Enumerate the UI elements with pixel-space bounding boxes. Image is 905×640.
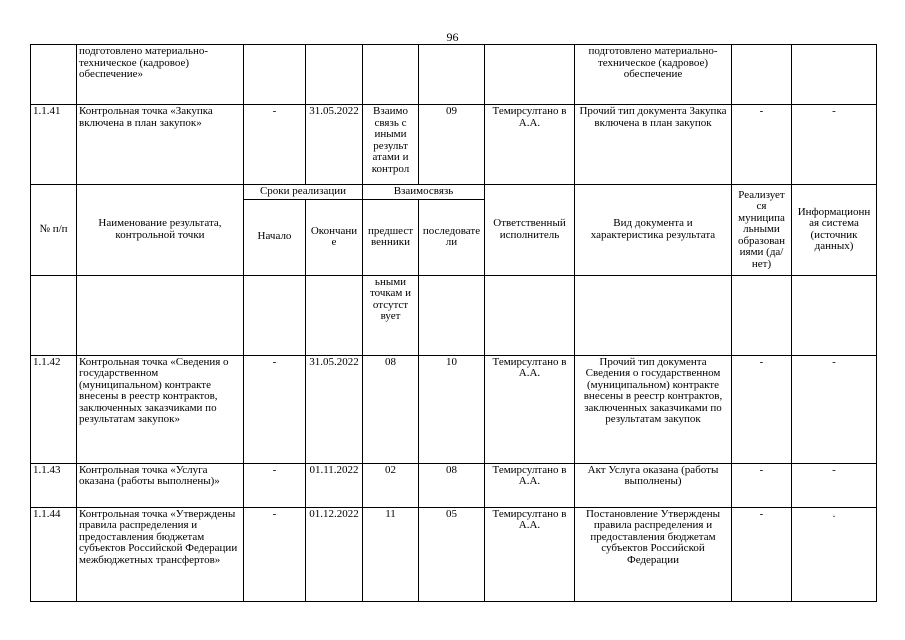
cell-name: подготовлено материально-техническое (кадровое) обеспечение» (77, 45, 244, 105)
cell-predecessors: 11 (363, 507, 419, 601)
cell-num: 1.1.41 (31, 105, 77, 185)
header-name: Наименование результата, контрольной точки (77, 185, 244, 276)
cell-start: - (244, 463, 306, 507)
cell-end: 31.05.2022 (306, 355, 363, 463)
results-table (30, 44, 877, 602)
cell-municipal: - (732, 355, 792, 463)
cell-info: - (792, 463, 877, 507)
cell-successors: 05 (419, 507, 485, 601)
table-header-row-1 (31, 185, 877, 200)
cell-predecessors: 08 (363, 355, 419, 463)
cell-doc: Прочий тип документа Закупка включена в план закупок (575, 105, 732, 185)
cell-start: - (244, 355, 306, 463)
cell-responsible: Темирсултано в А.А. (485, 105, 575, 185)
cell-predecessors: Взаимо связь с иными результ атами и контрол (363, 105, 419, 185)
cell-doc: Прочий тип документа Сведения о государственном (муниципальном) контракте внесены в реестр контрактов, заключенных заказчиками по результатам закупок (575, 355, 732, 463)
header-doc-type: Вид документа и характеристика результата (575, 185, 732, 276)
cell-num: 1.1.43 (31, 463, 77, 507)
cell-successors: 08 (419, 463, 485, 507)
cell-successors: 10 (419, 355, 485, 463)
cell-municipal: - (732, 463, 792, 507)
continued-row-top (31, 45, 877, 105)
cell-name: Контрольная точка «Закупка включена в план закупок» (77, 105, 244, 185)
header-start: Начало (244, 199, 306, 275)
continued-row-mid (31, 275, 877, 355)
header-successors: последовате ли (419, 199, 485, 275)
cell-name: Контрольная точка «Сведения о государственном (муниципальном) контракте внесены в реестр контрактов, заключенных заказчиками по результатам закупок» (77, 355, 244, 463)
header-end: Окончани е (306, 199, 363, 275)
table-row (31, 105, 877, 185)
header-num: № п/п (31, 185, 77, 276)
cell-num (31, 45, 77, 105)
header-municipal: Реализует ся муниципа льными образован иями (да/нет) (732, 185, 792, 276)
cell-responsible: Темирсултано в А.А. (485, 355, 575, 463)
cell-responsible: Темирсултано в А.А. (485, 463, 575, 507)
cell-end: 01.11.2022 (306, 463, 363, 507)
cell-name: Контрольная точка «Утверждены правила распределения и предоставления бюджетам субъектов Российской Федерации межбюджетных трансфертов» (77, 507, 244, 601)
cell-info: - (792, 355, 877, 463)
cell-responsible: Темирсултано в А.А. (485, 507, 575, 601)
cell-municipal: - (732, 105, 792, 185)
cell-start: - (244, 105, 306, 185)
cell-predecessors: ьными точкам и отсутст вует (363, 275, 419, 355)
cell-info: . (792, 507, 877, 601)
cell-end: 01.12.2022 (306, 507, 363, 601)
cell-name: Контрольная точка «Услуга оказана (работы выполнены)» (77, 463, 244, 507)
header-info-system: Информационн ая система (источник данных) (792, 185, 877, 276)
table-row (31, 355, 877, 463)
cell-num: 1.1.42 (31, 355, 77, 463)
header-deadlines: Сроки реализации (244, 185, 363, 200)
table-row (31, 463, 877, 507)
cell-successors: 09 (419, 105, 485, 185)
cell-info: - (792, 105, 877, 185)
header-predecessors: предшест венники (363, 199, 419, 275)
cell-start: - (244, 507, 306, 601)
header-responsible: Ответственный исполнитель (485, 185, 575, 276)
cell-doc: Постановление Утверждены правила распределения и предоставления бюджетам субъектов Российской Федерации (575, 507, 732, 601)
header-links: Взаимосвязь (363, 185, 485, 200)
page-number: 96 (446, 30, 459, 44)
cell-predecessors: 02 (363, 463, 419, 507)
cell-doc: Акт Услуга оказана (работы выполнены) (575, 463, 732, 507)
cell-municipal: - (732, 507, 792, 601)
cell-num: 1.1.44 (31, 507, 77, 601)
table-row (31, 507, 877, 601)
cell-doc: подготовлено материально-техническое (кадровое) обеспечение (575, 45, 732, 105)
cell-end: 31.05.2022 (306, 105, 363, 185)
